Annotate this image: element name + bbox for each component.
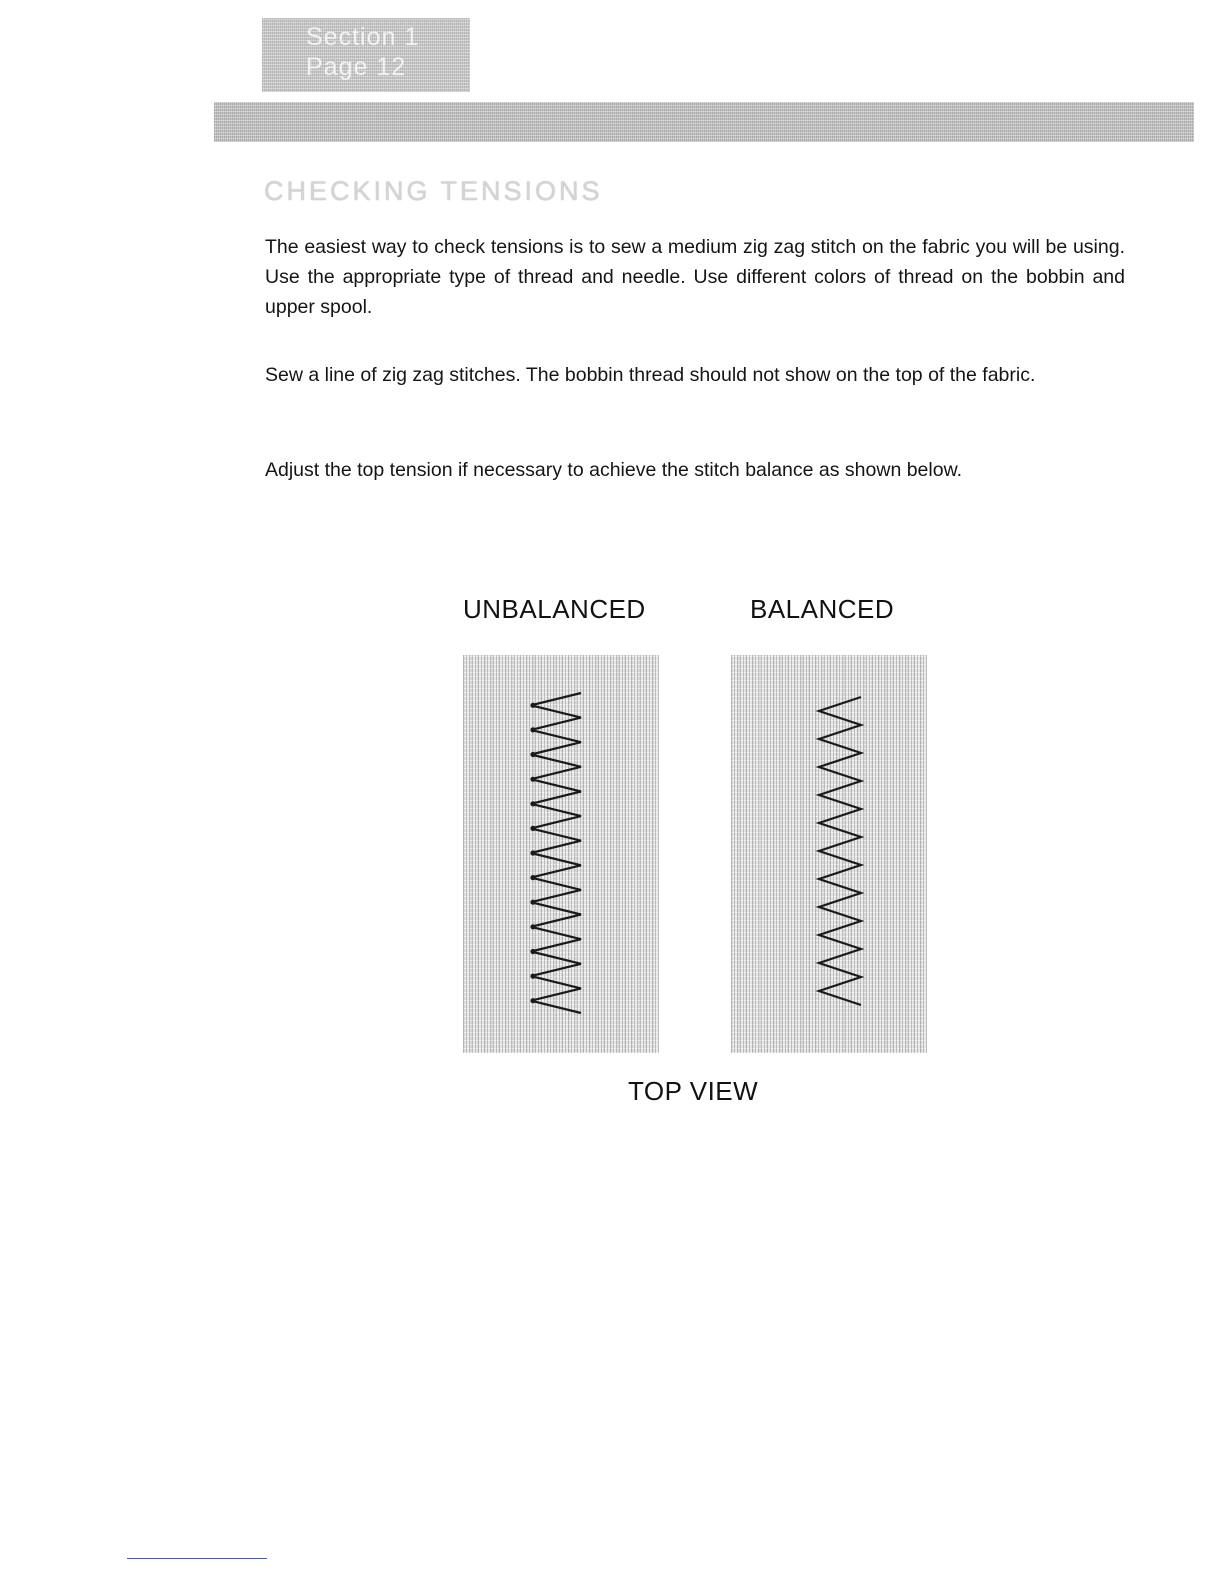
bobbin-knot (530, 826, 535, 831)
unbalanced-stitch-illustration (463, 655, 659, 1053)
bobbin-knot (530, 924, 535, 929)
bobbin-knot (530, 703, 535, 708)
balanced-label: BALANCED (750, 594, 895, 624)
bobbin-knot (530, 850, 535, 855)
bobbin-knot (530, 777, 535, 782)
unbalanced-label: UNBALANCED (463, 594, 646, 624)
bobbin-knot (530, 875, 535, 880)
bobbin-knot (530, 974, 535, 979)
figure-caption: TOP VIEW (628, 1076, 759, 1106)
balanced-stitch-illustration (731, 655, 927, 1053)
balanced-zigzag-stitch (819, 697, 861, 1005)
bobbin-knot (530, 752, 535, 757)
balanced-fabric-swatch (731, 655, 927, 1053)
bobbin-knot (530, 998, 535, 1003)
bobbin-thread-knots (530, 703, 535, 1004)
bobbin-knot (530, 801, 535, 806)
unbalanced-fabric-swatch (463, 655, 659, 1053)
bobbin-knot (530, 727, 535, 732)
paragraph-sew-line: Sew a line of zig zag stitches. The bobbin thread should not show on the top of the fabric. (265, 364, 1036, 386)
paragraph-adjust: Adjust the top tension if necessary to achieve the stitch balance as shown below. (265, 459, 963, 481)
header-bar (214, 102, 1194, 142)
footer-rule (127, 1558, 267, 1559)
unbalanced-zigzag-stitch (531, 693, 581, 1013)
paragraph-intro: The easiest way to check tensions is to sew a medium zig zag stitch on the fabric you will be using. Use the appropriate type of thread and needle. Use different colors of thread on the bobbin and upper spool. (265, 236, 1125, 318)
bobbin-knot (530, 949, 535, 954)
section-label: Section 1 (306, 23, 420, 51)
bobbin-knot (530, 900, 535, 905)
section-page-tab (262, 18, 470, 92)
page-title: CHECKING TENSIONS (264, 176, 603, 206)
page-label: Page 12 (306, 53, 407, 81)
